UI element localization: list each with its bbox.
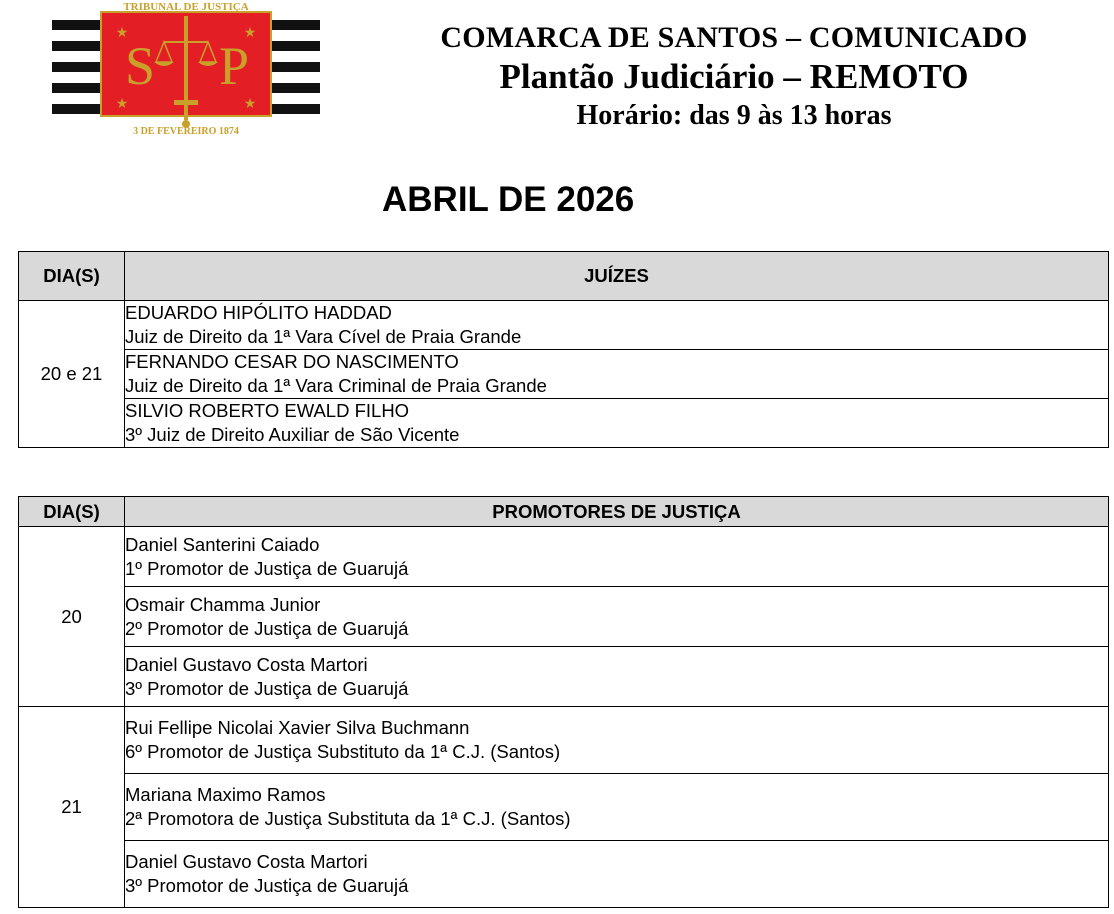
svg-text:★: ★	[115, 24, 129, 40]
prosecutor-name: Daniel Gustavo Costa Martori	[125, 851, 368, 872]
logo-letter-p: P	[218, 36, 250, 96]
prosecutor-entry	[125, 774, 1109, 841]
judge-role: Juiz de Direito da 1ª Vara Criminal de Praia Grande	[125, 375, 547, 396]
svg-text:★: ★	[243, 24, 257, 40]
judge-name: FERNANDO CESAR DO NASCIMENTO	[125, 351, 459, 372]
prosecutor-entry	[125, 841, 1109, 908]
prosecutors-days-header: DIA(S)	[19, 497, 125, 527]
tjsp-emblem-icon	[52, 0, 320, 138]
tjsp-logo	[52, 0, 320, 138]
header-line-3: Horário: das 9 às 13 horas	[576, 100, 892, 131]
prosecutor-entry	[125, 587, 1109, 647]
document-header	[400, 18, 1068, 136]
prosecutor-role: 3º Promotor de Justiça de Guarujá	[125, 875, 409, 896]
table-row	[19, 647, 1109, 707]
table-row	[19, 350, 1109, 399]
judge-name: EDUARDO HIPÓLITO HADDAD	[125, 302, 392, 323]
prosecutor-role: 2ª Promotora de Justiça Substituta da 1ª C.J. (Santos)	[125, 808, 571, 829]
header-line-1: COMARCA DE SANTOS – COMUNICADO	[440, 21, 1028, 54]
table-row	[19, 774, 1109, 841]
prosecutor-name: Osmair Chamma Junior	[125, 593, 321, 615]
header-line-2: Plantão Judiciário – REMOTO	[499, 57, 969, 96]
judge-entry	[125, 350, 1109, 399]
judge-entry	[125, 399, 1109, 448]
judges-header-row	[19, 252, 1109, 301]
duty-days-cell: 20	[19, 527, 125, 707]
svg-text:★: ★	[115, 95, 129, 111]
prosecutors-main-header: PROMOTORES DE JUSTIÇA	[125, 497, 1109, 527]
table-row	[19, 841, 1109, 908]
prosecutor-role: 1º Promotor de Justiça de Guarujá	[125, 557, 409, 579]
prosecutor-name: Daniel Gustavo Costa Martori	[125, 653, 368, 675]
judge-entry	[125, 301, 1109, 350]
table-row	[19, 527, 1109, 587]
prosecutor-entry	[125, 647, 1109, 707]
prosecutor-role: 2º Promotor de Justiça de Guarujá	[125, 617, 409, 639]
prosecutor-entry	[125, 527, 1109, 587]
prosecutor-name: Mariana Maximo Ramos	[125, 784, 326, 805]
judges-table	[18, 251, 1109, 448]
table-row	[19, 587, 1109, 647]
month-title: ABRIL DE 2026	[382, 180, 635, 219]
logo-bottom-text: 3 DE FEVEREIRO 1874	[133, 126, 239, 137]
logo-letter-s: S	[124, 36, 156, 96]
prosecutors-table	[18, 496, 1109, 908]
svg-text:★: ★	[243, 95, 257, 111]
prosecutor-name: Daniel Santerini Caiado	[125, 533, 320, 555]
logo-top-text: TRIBUNAL DE JUSTIÇA	[123, 1, 249, 13]
judges-days-header: DIA(S)	[19, 252, 125, 301]
table-row	[19, 399, 1109, 448]
table-row	[19, 707, 1109, 774]
duty-days-cell: 20 e 21	[19, 301, 125, 448]
duty-days-cell: 21	[19, 707, 125, 908]
judges-main-header: JUÍZES	[125, 252, 1109, 301]
prosecutors-header-row	[19, 497, 1109, 527]
prosecutor-entry	[125, 707, 1109, 774]
judge-name: SILVIO ROBERTO EWALD FILHO	[125, 400, 410, 421]
judge-role: 3º Juiz de Direito Auxiliar de São Vicente	[125, 424, 460, 445]
prosecutor-role: 3º Promotor de Justiça de Guarujá	[125, 677, 409, 699]
judge-role: Juiz de Direito da 1ª Vara Cível de Praia Grande	[125, 326, 522, 347]
prosecutor-name: Rui Fellipe Nicolai Xavier Silva Buchmann	[125, 717, 470, 738]
table-row	[19, 301, 1109, 350]
prosecutor-role: 6º Promotor de Justiça Substituto da 1ª C.J. (Santos)	[125, 741, 561, 762]
